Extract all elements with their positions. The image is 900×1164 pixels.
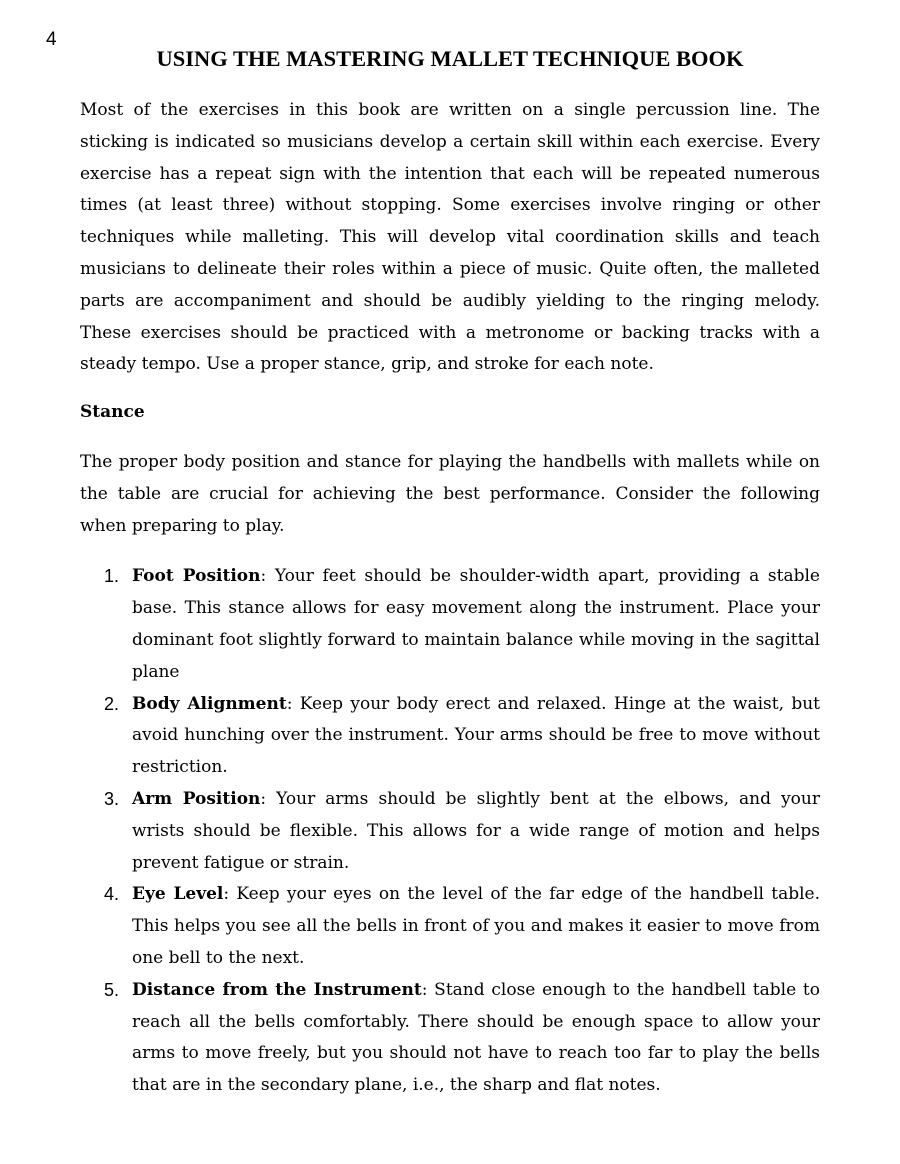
list-item-text: : Your feet should be shoulder-width apart, providing a stable base. This stance allows for easy movement along the instrument. Place your dominant foot slightly forward to maintain balance while moving in the sagittal plane	[132, 566, 820, 682]
intro-paragraph: Most of the exercises in this book are written on a single percussion line. The sticking is indicated so musicians develop a certain skill within each exercise. Every exercise has a repeat sign with the intention that each will be repeated numerous times (at least three) without stopping. Some exercises involve ringing or other techniques while malleting. This will develop vital coordination skills and teach musicians to delineate their roles within a piece of music. Quite often, the malleted parts are accompaniment and should be audibly yielding to the ringing melody. These exercises should be practiced with a metronome or backing tracks with a steady tempo. Use a proper stance, grip, and stroke for each note.	[80, 100, 820, 375]
stance-paragraph: The proper body position and stance for playing the handbells with mallets while on the table are crucial for achieving the best performance. Consider the following when preparing to play.	[80, 451, 820, 536]
list-item-term: Distance from the Instrument	[132, 979, 422, 1000]
page-title: USING THE MASTERING MALLET TECHNIQUE BOOK	[156, 46, 744, 71]
list-item	[80, 689, 820, 784]
list-item-number: 1.	[104, 566, 120, 587]
list-item-text: : Keep your eyes on the level of the far edge of the handbell table. This helps you see all the bells in front of you and makes it easier to move from one bell to the next.	[132, 884, 820, 968]
list-item-term: Body Alignment	[132, 693, 287, 714]
list-item	[80, 975, 820, 1102]
list-item-term: Arm Position	[132, 788, 261, 809]
list-item-text: : Stand close enough to the handbell table to reach all the bells comfortably. There should be enough space to allow your arms to move freely, but you should not have to reach too far to play the bells that are in the secondary plane, i.e., the sharp and flat notes.	[132, 979, 820, 1096]
list-item-number: 4.	[104, 884, 120, 905]
list-item-number: 2.	[104, 693, 120, 714]
list-item-text: : Your arms should be slightly bent at the elbows, and your wrists should be flexible. This allows for a wide range of motion and helps prevent fatigue or strain.	[132, 788, 820, 873]
list-item-text: : Keep your body erect and relaxed. Hinge at the waist, but avoid hunching over the instrument. Your arms should be free to move without restriction.	[132, 693, 821, 778]
list-item-number: 5.	[104, 979, 120, 1000]
stance-list	[80, 561, 820, 1102]
list-item	[80, 879, 820, 974]
page-number: 4	[46, 29, 57, 50]
page-content	[80, 95, 820, 1102]
list-item-number: 3.	[104, 788, 120, 809]
list-item	[80, 784, 820, 879]
section-heading-stance: Stance	[80, 402, 145, 423]
list-item	[80, 561, 820, 688]
list-item-term: Eye Level	[132, 884, 224, 905]
list-item-term: Foot Position	[132, 566, 261, 587]
